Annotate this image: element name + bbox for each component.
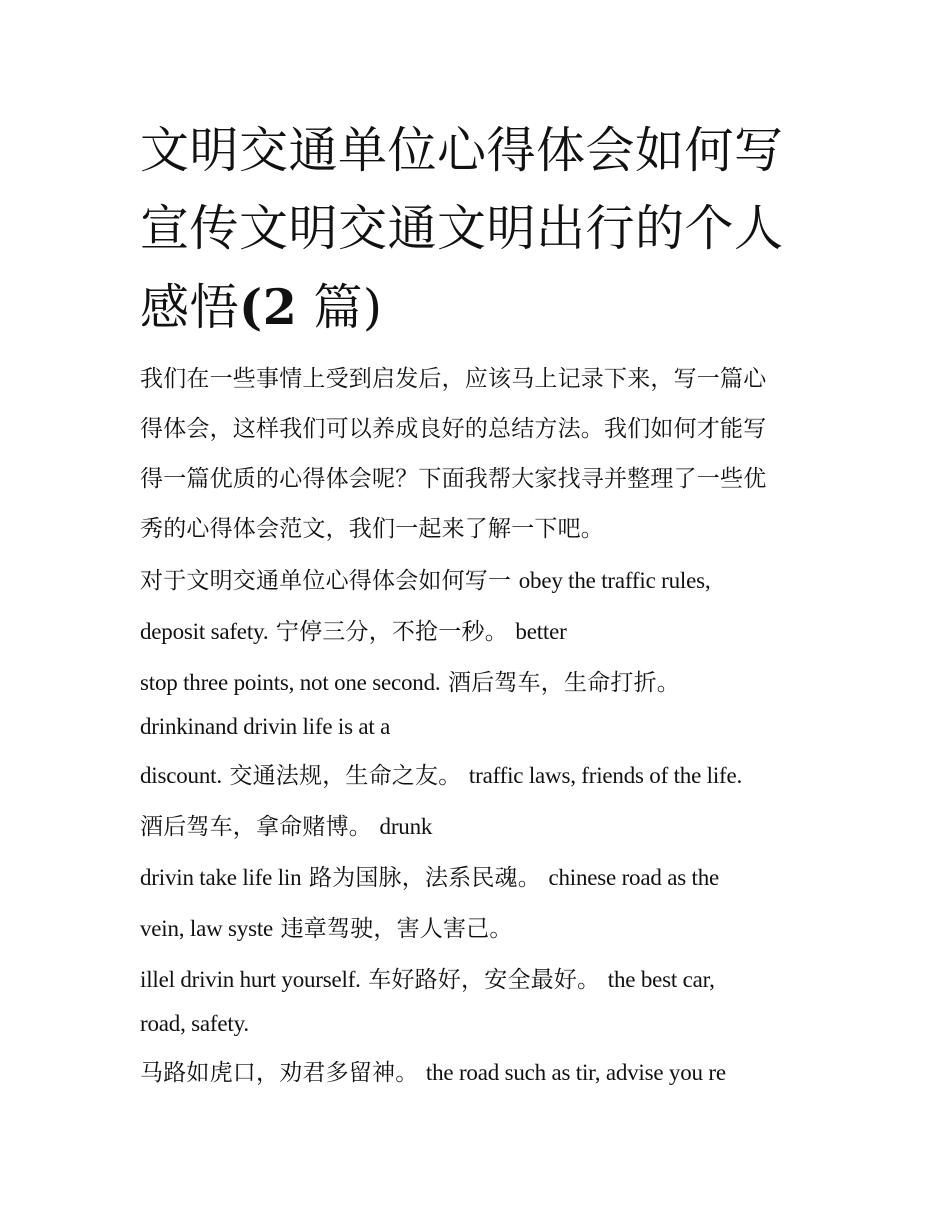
body-line [140, 668, 680, 698]
title-line-2: 宣传文明交通文明出行的个人 [140, 200, 784, 257]
body-text-zh: 车好路好，安全最好。 [368, 967, 601, 993]
body-text-en: discount. [140, 763, 222, 788]
intro-line-3: 得一篇优质的心得体会呢？下面我帮大家找寻并整理了一些优 [140, 466, 767, 492]
body-text-en: drinkinand drivin life is at a [140, 714, 391, 739]
body-text-en: illel drivin hurt yourself. [140, 967, 361, 992]
intro-line-2: 得体会，这样我们可以养成良好的总结方法。我们如何才能写 [140, 416, 767, 442]
body-text-en: traffic laws, friends of the life. [468, 763, 743, 788]
body-line [140, 1009, 249, 1039]
body-text-en: drivin take life lin [140, 865, 302, 890]
body-text-en: drunk [379, 814, 433, 839]
body-line [140, 617, 567, 647]
body-line [140, 812, 432, 842]
title-line-3 [140, 268, 820, 347]
body-text-zh: 宁停三分，不抢一秒。 [275, 619, 508, 645]
intro-line-4: 秀的心得体会范文，我们一起来了解一下吧。 [140, 516, 604, 542]
body-text-en: road, safety. [140, 1011, 249, 1036]
document-title [140, 112, 820, 347]
title-count: (2 [239, 278, 298, 336]
body-line [140, 761, 742, 791]
body-text-en: vein, law syste [140, 916, 274, 941]
intro-line-1: 我们在一些事情上受到启发后，应该马上记录下来，写一篇心 [140, 366, 767, 392]
body-line [140, 1058, 726, 1088]
body-line [140, 965, 715, 995]
title-line-1: 文明交通单位心得体会如何写 [140, 122, 784, 179]
body-text-zh: 马路如虎口，劝君多留神。 [140, 1060, 419, 1086]
body-text-en: obey the traffic rules, [518, 568, 711, 593]
body-text-en: deposit safety. [140, 619, 269, 644]
body-line [140, 914, 513, 944]
body-text-en: the road such as tir, advise you re [425, 1060, 726, 1085]
body-text-en: the best car, [607, 967, 715, 992]
body-text-zh: 对于文明交通单位心得体会如何写一 [140, 568, 512, 594]
body-text-zh: 交通法规，生命之友。 [229, 763, 462, 789]
body-text-zh: 路为国脉，法系民魂。 [308, 865, 541, 891]
title-count-unit: 篇) [313, 279, 383, 336]
body-text-zh: 酒后驾车，生命打折。 [447, 670, 680, 696]
body-line [140, 712, 390, 742]
title-line-3-text: 感悟 [140, 279, 240, 336]
body-line [140, 566, 710, 596]
body-text-zh: 酒后驾车，拿命赌博。 [140, 814, 372, 840]
body-line [140, 863, 719, 893]
body-text-en: better [515, 619, 567, 644]
body-text-zh: 违章驾驶，害人害己。 [280, 916, 513, 942]
body-text-en: chinese road as the [548, 865, 720, 890]
body-text-en: stop three points, not one second. [140, 670, 441, 695]
